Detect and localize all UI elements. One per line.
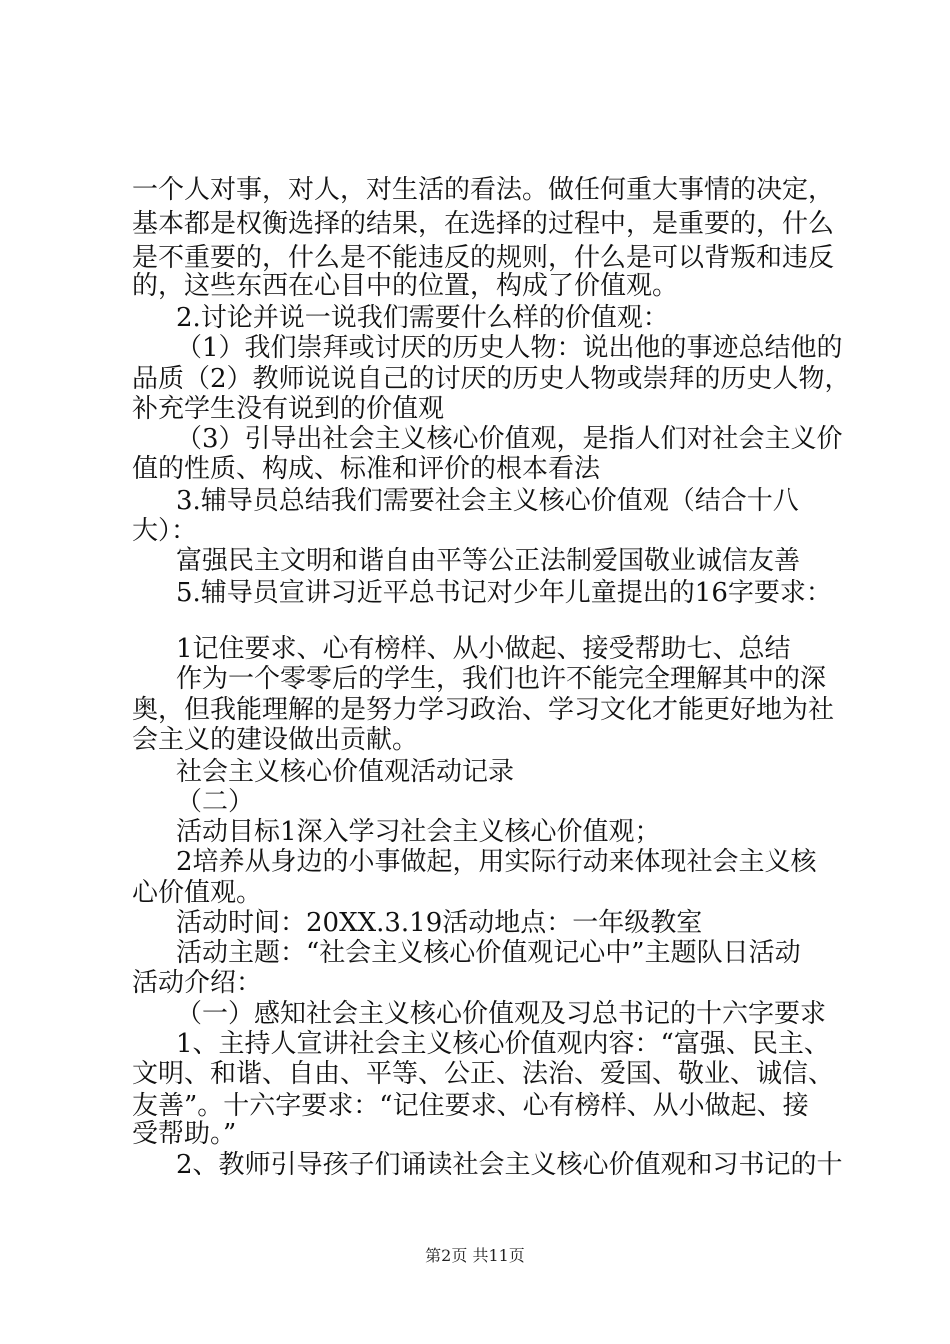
body-line: 补充学生没有说到的价值观 — [132, 394, 445, 424]
body-line: 活动主题：“社会主义核心价值观记心中”主题队日活动 — [176, 938, 801, 968]
body-line: 1记住要求、心有榜样、从小做起、接受帮助七、总结 — [176, 634, 791, 664]
body-line: 5.辅导员宣讲习近平总书记对少年儿童提出的16字要求： — [176, 578, 832, 608]
body-line: 品质（2）教师说说自己的讨厌的历史人物或崇拜的历史人物， — [132, 364, 851, 394]
body-line: 是不重要的，什么是不能违反的规则，什么是可以背叛和违反 — [132, 243, 835, 273]
body-line: 社会主义核心价值观活动记录 — [176, 757, 515, 787]
body-line: 文明、和谐、自由、平等、公正、法治、爱国、敬业、诚信、 — [132, 1059, 835, 1089]
body-line: 1、主持人宣讲社会主义核心价值观内容：“富强、民主、 — [176, 1029, 830, 1059]
body-line: 2、教师引导孩子们诵读社会主义核心价值观和习书记的十 — [176, 1150, 843, 1180]
body-line: 活动目标1深入学习社会主义核心价值观； — [176, 817, 661, 847]
body-line: 会主义的建设做出贡献。 — [132, 725, 419, 755]
body-line: （二） — [176, 787, 255, 817]
body-line: 的，这些东西在心目中的位置，构成了价值观。 — [132, 271, 679, 301]
body-line: 奥，但我能理解的是努力学习政治、学习文化才能更好地为社 — [132, 695, 835, 725]
body-line: 心价值观。 — [132, 878, 263, 908]
body-line: 基本都是权衡选择的结果，在选择的过程中，是重要的，什么 — [132, 209, 835, 239]
body-line: 活动介绍： — [132, 968, 263, 998]
body-line: 2.讨论并说一说我们需要什么样的价值观： — [176, 303, 669, 333]
body-line: 一个人对事，对人，对生活的看法。做任何重大事情的决定， — [132, 175, 835, 205]
body-line: 2培养从身边的小事做起，用实际行动来体现社会主义核 — [176, 847, 817, 877]
body-line: 值的性质、构成、标准和评价的根本看法 — [132, 454, 601, 484]
body-line: （一）感知社会主义核心价值观及习总书记的十六字要求 — [176, 999, 827, 1029]
page-footer: 第2页 共11页 — [425, 1246, 525, 1265]
body-line: 大）： — [132, 516, 198, 546]
body-line: （3）引导出社会主义核心价值观，是指人们对社会主义价 — [176, 424, 843, 454]
body-line: 富强民主文明和谐自由平等公正法制爱国敬业诚信友善 — [176, 546, 801, 576]
body-line: 友善”。十六字要求：“记住要求、心有榜样、从小做起、接 — [132, 1091, 809, 1121]
body-line: 活动时间：20XX.3.19活动地点：一年级教室 — [176, 908, 703, 938]
body-line: 作为一个零零后的学生，我们也许不能完全理解其中的深 — [176, 664, 827, 694]
body-line: 受帮助。” — [132, 1119, 237, 1149]
body-line: 3.辅导员总结我们需要社会主义核心价值观（结合十八 — [176, 486, 799, 516]
body-line: （1）我们崇拜或讨厌的历史人物：说出他的事迹总结他的 — [176, 333, 843, 363]
